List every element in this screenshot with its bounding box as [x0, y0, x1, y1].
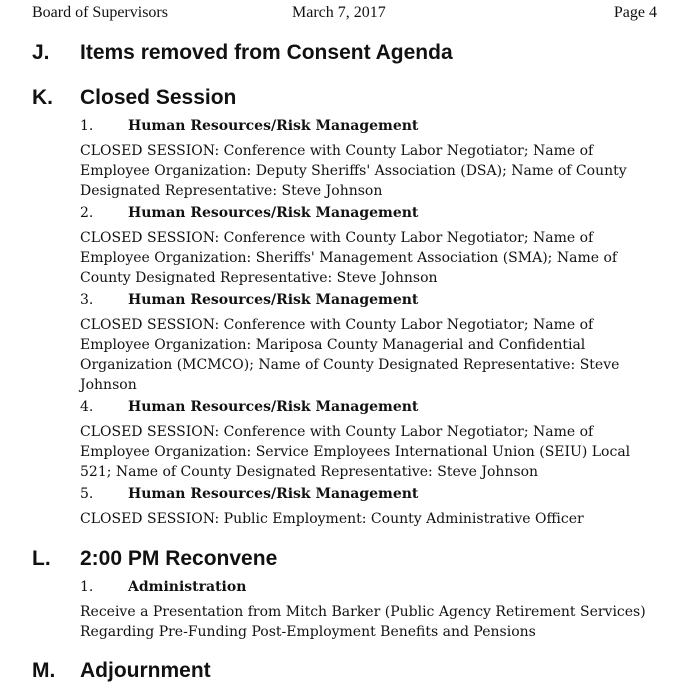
item-number: 1.	[80, 579, 94, 595]
header-date: March 7, 2017	[292, 4, 386, 21]
item-number: 5.	[80, 486, 94, 502]
item-category: Human Resources/Risk Management	[128, 486, 419, 502]
item-category: Human Resources/Risk Management	[128, 118, 419, 134]
item-number: 2.	[80, 205, 94, 221]
section-title: Closed Session	[80, 86, 237, 109]
item-category: Human Resources/Risk Management	[128, 399, 419, 415]
agenda-item-description: CLOSED SESSION: Conference with County Labor Negotiator; Name of Employee Organization: Mariposa County Managerial and Confidential Organization (MCMCO); Name of County Designated Representative: Steve Johnson	[80, 317, 620, 393]
section-letter: M.	[32, 659, 56, 682]
item-number: 1.	[80, 118, 94, 134]
section-title: Items removed from Consent Agenda	[80, 41, 453, 64]
section-letter: K.	[32, 86, 53, 109]
agenda-item-description: CLOSED SESSION: Conference with County Labor Negotiator; Name of Employee Organization: Deputy Sheriffs' Association (DSA); Name of County Designated Representative: Steve Johnson	[80, 143, 627, 199]
agenda-item-description: CLOSED SESSION: Public Employment: County Administrative Officer	[80, 511, 584, 527]
section-letter: J.	[32, 41, 50, 64]
section-title: 2:00 PM Reconvene	[80, 547, 278, 570]
agenda-item-description: CLOSED SESSION: Conference with County Labor Negotiator; Name of Employee Organization: Service Employees International Union (SEIU) Local 521; Name of County Designated Representative: Steve Johnson	[80, 424, 631, 480]
page-header	[0, 4, 680, 24]
header-page-number: Page 4	[613, 4, 657, 21]
item-number: 4.	[80, 399, 94, 415]
section-letter: L.	[32, 547, 51, 570]
item-category: Human Resources/Risk Management	[128, 205, 419, 221]
item-category: Administration	[128, 579, 247, 595]
agenda-item-description: CLOSED SESSION: Conference with County Labor Negotiator; Name of Employee Organization: Sheriffs' Management Association (SMA); Name of County Designated Representative: Steve Johnson	[80, 230, 618, 286]
header-board-name: Board of Supervisors	[32, 4, 168, 21]
item-category: Human Resources/Risk Management	[128, 292, 419, 308]
section-title: Adjournment	[80, 659, 211, 682]
agenda-item-description: Receive a Presentation from Mitch Barker (Public Agency Retirement Services) Regarding Pre-Funding Post-Employment Benefits and Pensions	[80, 604, 646, 640]
item-number: 3.	[80, 292, 94, 308]
